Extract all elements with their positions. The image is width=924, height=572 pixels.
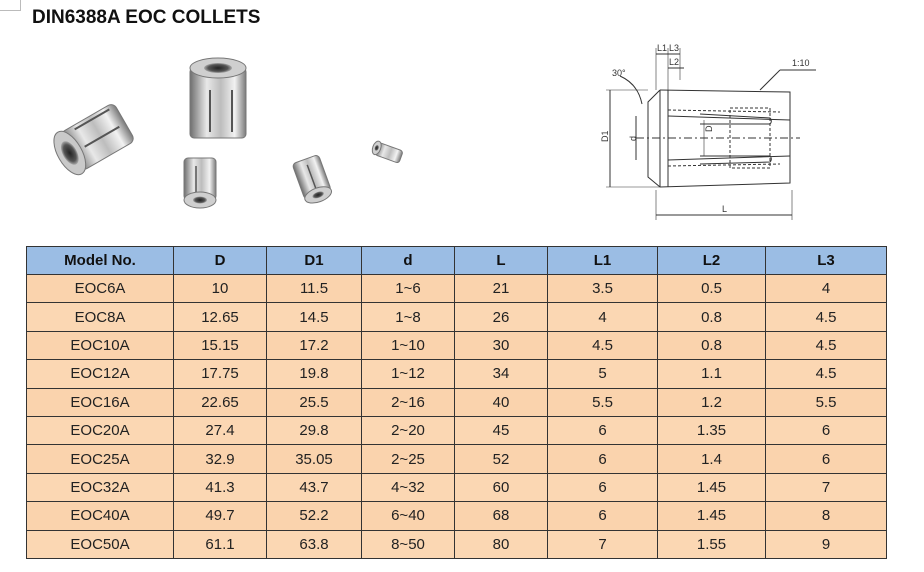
table-cell: EOC12A bbox=[27, 360, 174, 388]
table-row bbox=[27, 473, 887, 501]
table-cell: 8~50 bbox=[362, 530, 455, 558]
table-cell: EOC40A bbox=[27, 502, 174, 530]
table-cell: 1~8 bbox=[362, 303, 455, 331]
collet-photo-tilted bbox=[292, 154, 334, 206]
table-cell: 6 bbox=[548, 416, 658, 444]
table-cell: 17.75 bbox=[174, 360, 267, 388]
header-d: d bbox=[362, 247, 455, 275]
table-cell: 1.1 bbox=[658, 360, 766, 388]
table-cell: 63.8 bbox=[267, 530, 362, 558]
table-cell: 1~12 bbox=[362, 360, 455, 388]
table-cell: 14.5 bbox=[267, 303, 362, 331]
table-row bbox=[27, 530, 887, 558]
table-cell: 3.5 bbox=[548, 275, 658, 303]
table-row bbox=[27, 303, 887, 331]
page-title: DIN6388A EOC COLLETS bbox=[32, 7, 261, 28]
table-cell: 7 bbox=[548, 530, 658, 558]
table-cell: 4 bbox=[548, 303, 658, 331]
table-cell: 34 bbox=[455, 360, 548, 388]
table-cell: 60 bbox=[455, 473, 548, 501]
table-cell: 27.4 bbox=[174, 416, 267, 444]
table-cell: EOC10A bbox=[27, 331, 174, 359]
drawing-label-angle: 30° bbox=[612, 68, 626, 78]
table-cell: 21 bbox=[455, 275, 548, 303]
table-row bbox=[27, 445, 887, 473]
table-cell: 1.35 bbox=[658, 416, 766, 444]
collet-photo-small bbox=[371, 140, 404, 163]
table-cell: 1~10 bbox=[362, 331, 455, 359]
table-cell: 6 bbox=[766, 445, 887, 473]
table-cell: 49.7 bbox=[174, 502, 267, 530]
table-row bbox=[27, 275, 887, 303]
collet-technical-drawing bbox=[580, 40, 820, 225]
table-cell: 4.5 bbox=[548, 331, 658, 359]
collet-spec-table bbox=[26, 246, 887, 559]
table-cell: 12.65 bbox=[174, 303, 267, 331]
table-cell: 1.55 bbox=[658, 530, 766, 558]
table-cell: 52 bbox=[455, 445, 548, 473]
table-cell: 35.05 bbox=[267, 445, 362, 473]
table-cell: EOC32A bbox=[27, 473, 174, 501]
collet-photos bbox=[20, 40, 460, 230]
table-cell: 2~20 bbox=[362, 416, 455, 444]
table-cell: EOC8A bbox=[27, 303, 174, 331]
table-cell: EOC6A bbox=[27, 275, 174, 303]
table-cell: 43.7 bbox=[267, 473, 362, 501]
table-cell: 8 bbox=[766, 502, 887, 530]
table-cell: 6 bbox=[548, 473, 658, 501]
drawing-label-l1: L1 bbox=[657, 43, 668, 53]
table-cell: 4~32 bbox=[362, 473, 455, 501]
table-cell: 10 bbox=[174, 275, 267, 303]
table-cell: 1.45 bbox=[658, 502, 766, 530]
collet-photo-large-side bbox=[47, 101, 136, 180]
table-cell: 80 bbox=[455, 530, 548, 558]
table-cell: 17.2 bbox=[267, 331, 362, 359]
header-L: L bbox=[455, 247, 548, 275]
table-cell: 19.8 bbox=[267, 360, 362, 388]
drawing-label-taper: 1:10 bbox=[792, 58, 810, 68]
table-cell: 61.1 bbox=[174, 530, 267, 558]
table-cell: 4 bbox=[766, 275, 887, 303]
page-corner-mark bbox=[0, 0, 21, 11]
table-cell: 45 bbox=[455, 416, 548, 444]
table-cell: 40 bbox=[455, 388, 548, 416]
header-D1: D1 bbox=[267, 247, 362, 275]
table-cell: 6~40 bbox=[362, 502, 455, 530]
collet-photo-standing bbox=[190, 58, 246, 138]
table-cell: EOC25A bbox=[27, 445, 174, 473]
table-cell: 6 bbox=[548, 502, 658, 530]
table-cell: EOC20A bbox=[27, 416, 174, 444]
table-cell: 41.3 bbox=[174, 473, 267, 501]
header-D: D bbox=[174, 247, 267, 275]
table-cell: 2~16 bbox=[362, 388, 455, 416]
table-cell: EOC50A bbox=[27, 530, 174, 558]
table-cell: 5.5 bbox=[766, 388, 887, 416]
table-row bbox=[27, 360, 887, 388]
table-cell: 52.2 bbox=[267, 502, 362, 530]
table-cell: 1.4 bbox=[658, 445, 766, 473]
table-cell: 6 bbox=[766, 416, 887, 444]
table-cell: 1.2 bbox=[658, 388, 766, 416]
header-model: Model No. bbox=[27, 247, 174, 275]
table-row bbox=[27, 416, 887, 444]
drawing-label-l: L bbox=[722, 204, 728, 214]
table-cell: 5 bbox=[548, 360, 658, 388]
table-cell: 11.5 bbox=[267, 275, 362, 303]
table-cell: 4.5 bbox=[766, 331, 887, 359]
table-cell: 0.8 bbox=[658, 303, 766, 331]
table-row bbox=[27, 502, 887, 530]
drawing-label-d1: D1 bbox=[600, 130, 610, 142]
table-cell: 32.9 bbox=[174, 445, 267, 473]
table-cell: 4.5 bbox=[766, 360, 887, 388]
table-cell: 22.65 bbox=[174, 388, 267, 416]
table-cell: 5.5 bbox=[548, 388, 658, 416]
drawing-label-D: D bbox=[704, 125, 714, 132]
table-cell: 0.5 bbox=[658, 275, 766, 303]
table-header-row bbox=[27, 247, 887, 275]
table-cell: EOC16A bbox=[27, 388, 174, 416]
header-L1: L1 bbox=[548, 247, 658, 275]
table-cell: 26 bbox=[455, 303, 548, 331]
table-row bbox=[27, 331, 887, 359]
drawing-label-l3: L3 bbox=[669, 43, 680, 53]
drawing-label-d: d bbox=[628, 135, 638, 141]
table-cell: 1~6 bbox=[362, 275, 455, 303]
header-L3: L3 bbox=[766, 247, 887, 275]
table-cell: 9 bbox=[766, 530, 887, 558]
table-cell: 29.8 bbox=[267, 416, 362, 444]
drawing-label-l2: L2 bbox=[669, 57, 680, 67]
table-cell: 4.5 bbox=[766, 303, 887, 331]
table-cell: 1.45 bbox=[658, 473, 766, 501]
table-row bbox=[27, 388, 887, 416]
collet-photo-medium bbox=[184, 158, 216, 208]
table-cell: 68 bbox=[455, 502, 548, 530]
header-L2: L2 bbox=[658, 247, 766, 275]
table-cell: 25.5 bbox=[267, 388, 362, 416]
table-cell: 6 bbox=[548, 445, 658, 473]
table-cell: 0.8 bbox=[658, 331, 766, 359]
table-cell: 2~25 bbox=[362, 445, 455, 473]
table-cell: 15.15 bbox=[174, 331, 267, 359]
table-cell: 30 bbox=[455, 331, 548, 359]
table-cell: 7 bbox=[766, 473, 887, 501]
